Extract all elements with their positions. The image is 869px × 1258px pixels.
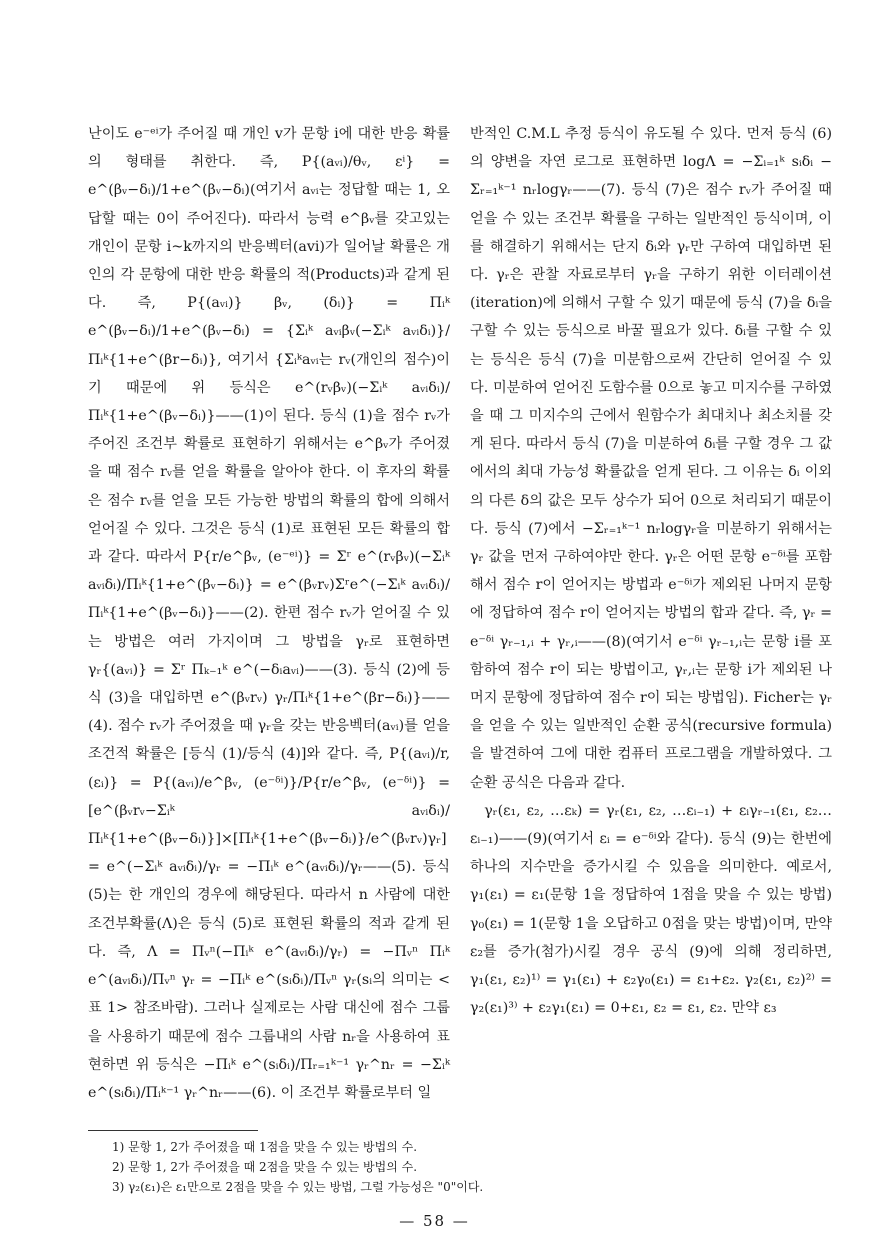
footnote-3: 3) γ₂(ε₁)은 ε₁만으로 2점을 맞을 수 있는 방법, 그럴 가능성은 "0"이다. bbox=[112, 1180, 484, 1194]
left-column bbox=[88, 120, 450, 1107]
footnote-divider bbox=[88, 1130, 258, 1131]
footnotes bbox=[112, 1137, 812, 1197]
footnote-1: 1) 문항 1, 2가 주어졌을 때 1점을 맞을 수 있는 방법의 수. bbox=[112, 1140, 418, 1154]
page-number: — 58 — bbox=[399, 1212, 470, 1230]
right-paragraph-2: γᵣ(ε₁, ε₂, …εₖ) = γᵣ(ε₁, ε₂, …εᵢ₋₁) + εᵢγᵣ₋₁(ε₁, ε₂…εᵢ₋₁)——(9)(여기서 εᵢ = e⁻ᵟⁱ와 같다). 등식 (9)는 한번에 하나의 지수만을 증가시킬 수 있음을 의미한다. 예로서, γ₁(ε₁) = ε₁(문항 1을 정답하여 1점을 맞을 수 있는 방법) γ₀(ε₁) = 1(문항 1을 오답하고 0점을 맞는 방법)이며, 만약 ε₂를 증가(첨가)시킬 경우 공식 (9)에 의해 정리하면, γ₁(ε₁, ε₂)¹⁾ = γ₁(ε₁) + ε₂γ₀(ε₁) = ε₁+ε₂. γ₂(ε₁, ε₂)²⁾ = γ₂(ε₁)³⁾ + ε₂γ₁(ε₁) = 0+ε₁, ε₂ = ε₁, ε₂. 만약 ε₃ bbox=[470, 802, 832, 1017]
right-column bbox=[470, 120, 832, 1023]
left-paragraph-1: 난이도 e⁻ᵉⁱ가 주어질 때 개인 v가 문항 i에 대한 반응 확률의 형태를 취한다. 즉, P{(aᵥᵢ)/θᵥ, εⁱ} = e^(βᵥ−δᵢ)/1+e^(βᵥ−δᵢ)(여기서 aᵥᵢ는 정답할 때는 1, 오답할 때는 0이 주어진다). 따라서 능력 e^βᵥ를 갖고있는 개인이 문항 i~k까지의 반응벡터(avi)가 일어날 확률은 개인의 각 문항에 대한 반응 확률의 적(Products)과 같게 된다. 즉, P{(aᵥᵢ)} βᵥ, (δᵢ)} = Πᵢᵏ e^(βᵥ−δᵢ)/1+e^(βᵥ−δᵢ) = {Σᵢᵏ aᵥᵢβᵥ(−Σᵢᵏ aᵥᵢδᵢ)}/Πᵢᵏ{1+e^(βr−δᵢ)}, 여기서 {Σᵢᵏaᵥᵢ는 rᵥ(개인의 점수)이기 때문에 위 등식은 e^(rᵥβᵥ)(−Σᵢᵏ aᵥᵢδᵢ)/Πᵢᵏ{1+e^(βᵥ−δᵢ)}——(1)이 된다. 등식 (1)을 점수 rᵥ가 주어진 조건부 확률로 표현하기 위해서는 e^βᵥ가 주어졌을 때 점수 rᵥ를 얻을 확률을 알아야 한다. 이 후자의 확률은 점수 rᵥ를 얻을 모든 가능한 방법의 확률의 합에 의해서 얻어질 수 있다. 그것은 등식 (1)로 표현된 모든 확률의 합과 같다. 따라서 P{r/e^βᵥ, (e⁻ᵉⁱ)} = Σʳ e^(rᵥβᵥ)(−Σᵢᵏ aᵥᵢδᵢ)/Πᵢᵏ{1+e^(βᵥ−δᵢ)} = e^(βᵥrᵥ)Σʳe^(−Σᵢᵏ aᵥᵢδᵢ)/Πᵢᵏ{1+e^(βᵥ−δᵢ)}——(2). 한편 점수 rᵥ가 얻어질 수 있는 방법은 여러 가지이며 그 방법을 γᵣ로 표현하면 γᵣ{(aᵥᵢ)} = Σʳ Πₖ₋₁ᵏ e^(−δᵢaᵥᵢ)——(3). 등식 (2)에 등식 (3)을 대입하면 e^(βᵥrᵥ) γᵣ/Πᵢᵏ{1+e^(βr−δᵢ)}——(4). 점수 rᵥ가 주어졌을 때 γᵣ을 갖는 반응벡터(aᵥᵢ)를 얻을 조건적 확률은 [등식 (1)/등식 (4)]와 같다. 즉, P{(aᵥᵢ)/r, (εᵢ)} = P{(aᵥᵢ)/e^βᵥ, (e⁻ᵟⁱ)}/P{r/e^βᵥ, (e⁻ᵟⁱ)} = [e^(βᵥrᵥ−Σᵢᵏ aᵥᵢδᵢ)/Πᵢᵏ{1+e^(βᵥ−δᵢ)}]×[Πᵢᵏ{1+e^(βᵥ−δᵢ)}/e^(βᵥrᵥ)γᵣ] = e^(−Σᵢᵏ aᵥᵢδᵢ)/γᵣ = −Πᵢᵏ e^(aᵥᵢδᵢ)/γᵣ——(5). 등식 (5)는 한 개인의 경우에 해당된다. 따라서 n 사람에 대한 조건부확률(Λ)은 등식 (5)로 표현된 확률의 적과 같게 된다. 즉, Λ = Πᵥⁿ(−Πᵢᵏ e^(aᵥᵢδᵢ)/γᵣ) = −Πᵥⁿ Πᵢᵏ e^(aᵥᵢδᵢ)/Πᵥⁿ γᵣ = −Πᵢᵏ e^(sᵢδᵢ)/Πᵥⁿ γᵣ(sᵢ의 의미는 <표 1> 참조바람). 그러나 실제로는 사람 대신에 점수 그룹을 사용하기 때문에 점수 그룹내의 사람 nᵣ을 사용하여 표현하면 위 등식은 −Πᵢᵏ e^(sᵢδᵢ)/Πᵣ₌₁ᵏ⁻¹ γᵣ^nᵣ = −Σᵢᵏ e^(sᵢδᵢ)/Πᵢᵏ⁻¹ γᵣ^nᵣ——(6). 이 조건부 확률로부터 일 bbox=[88, 126, 450, 1101]
footnote-2: 2) 문항 1, 2가 주어졌을 때 2점을 맞을 수 있는 방법의 수. bbox=[112, 1160, 418, 1174]
right-paragraph-1: 반적인 C.M.L 추정 등식이 유도될 수 있다. 먼저 등식 (6)의 양변을 자연 로그로 표현하면 logΛ = −Σᵢ₌₁ᵏ sᵢδᵢ − Σᵣ₌₁ᵏ⁻¹ nᵣlogγᵣ——(7). 등식 (7)은 점수 rᵥ가 주어질 때 얻을 수 있는 조건부 확률을 구하는 일반적인 등식이며, 이를 해결하기 위해서는 단지 δᵢ와 γᵣ만 구하여 대입하면 된다. γᵣ은 관찰 자료로부터 γᵣ을 구하기 위한 이터레이션(iteration)에 의해서 구할 수 있기 때문에 등식 (7)을 δᵢ을 구할 수 있는 등식으로 바꿀 필요가 있다. δᵢ를 구할 수 있는 등식은 등식 (7)을 미분함으로써 간단히 얻어질 수 있다. 미분하여 얻어진 도함수를 0으로 놓고 미지수를 구하였을 때 그 미지수의 근에서 원함수가 최대치나 최소치를 갖게 된다. 따라서 등식 (7)을 미분하여 δᵢ를 구할 경우 그 값에서의 최대 가능성 확률값을 얻게 된다. 그 이유는 δᵢ 이외의 다른 δ의 값은 모두 상수가 되어 0으로 처리되기 때문이다. 등식 (7)에서 −Σᵣ₌₁ᵏ⁻¹ nᵣlogγᵣ을 미분하기 위해서는 γᵣ 값을 먼저 구하여야만 한다. γᵣ은 어떤 문항 e⁻ᵟⁱ를 포함해서 점수 r이 얻어지는 방법과 e⁻ᵟⁱ가 제외된 나머지 문항에 정답하여 점수 r이 얻어지는 방법의 합과 같다. 즉, γᵣ = e⁻ᵟⁱ γᵣ₋₁,ᵢ + γᵣ,ᵢ——(8)(여기서 e⁻ᵟⁱ γᵣ₋₁,ᵢ는 문항 i를 포함하여 점수 r이 되는 방법이고, γᵣ,ᵢ는 문항 i가 제외된 나머지 문항에 정답하여 점수 r이 되는 방법임). Ficher는 γᵣ을 얻을 수 있는 일반적인 순환 공식(recursive formula)을 발견하여 그에 대한 컴퓨터 프로그램을 개발하였다. 그 순환 공식은 다음과 같다. bbox=[470, 126, 832, 791]
